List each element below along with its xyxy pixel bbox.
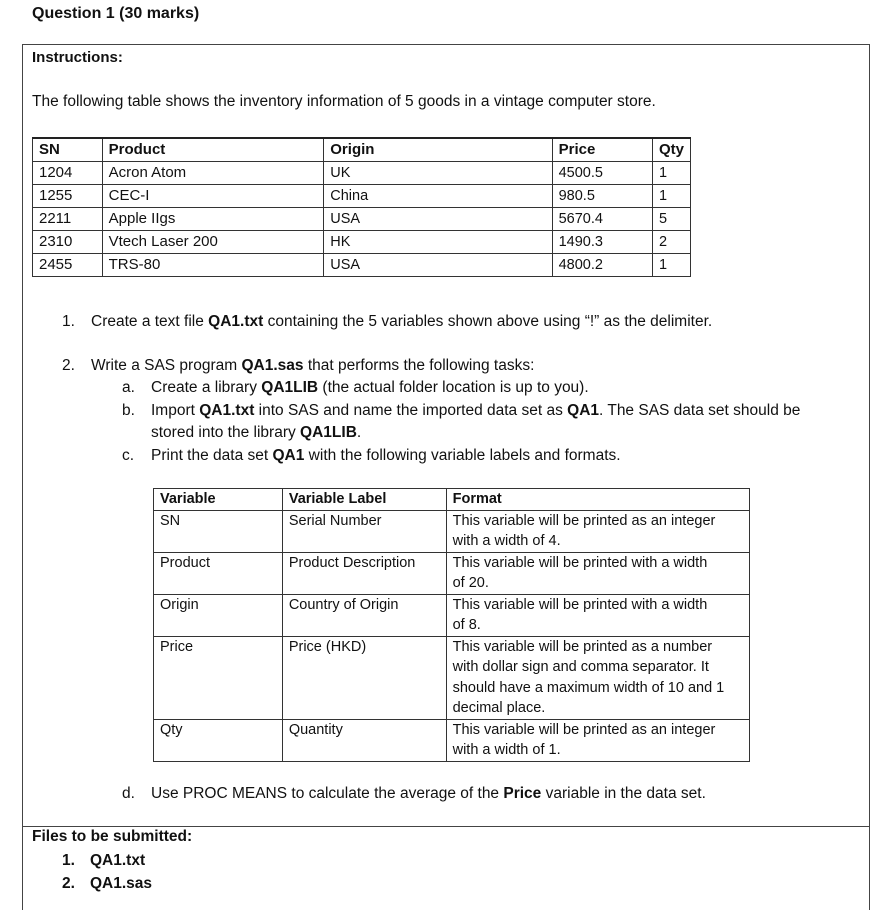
task-1-text: Create a text file QA1.txt containing the 5 variables shown above using “!” as the delimiter. [91, 313, 713, 330]
table-row [154, 636, 750, 719]
inventory-table [32, 137, 691, 277]
intro-text: The following table shows the inventory information of 5 goods in a vintage computer store. [32, 93, 656, 110]
table-row [33, 207, 691, 230]
cell-qty: 1 [652, 161, 690, 184]
section-divider [22, 826, 870, 827]
files-list [62, 850, 152, 895]
cell-sn: 1255 [33, 184, 103, 207]
header-price: Price [552, 138, 652, 161]
table-row [33, 230, 691, 253]
cell-label: Serial Number [282, 510, 446, 552]
task-2 [62, 355, 535, 377]
cell-price: 5670.4 [552, 207, 652, 230]
cell-price: 980.5 [552, 184, 652, 207]
subtask-c [122, 445, 621, 467]
cell-origin: USA [324, 253, 552, 276]
cell-product: TRS-80 [102, 253, 324, 276]
header-product: Product [102, 138, 324, 161]
cell-qty: 2 [652, 230, 690, 253]
cell-format: This variable will be printed as a number with dollar sign and comma separator. It should have a maximum width of 10 and 1 decimal place. [446, 636, 749, 719]
cell-product: Apple IIgs [102, 207, 324, 230]
table-row [154, 552, 750, 594]
instructions-heading: Instructions: [32, 49, 123, 66]
cell-sn: 2211 [33, 207, 103, 230]
cell-format: This variable will be printed with a width of 8. [446, 594, 749, 636]
table-row [154, 719, 750, 761]
cell-qty: 1 [652, 184, 690, 207]
format-table [153, 488, 750, 762]
subtask-b [122, 400, 801, 441]
subtask-b-letter: b. [122, 402, 135, 419]
table-row [33, 184, 691, 207]
cell-label: Product Description [282, 552, 446, 594]
task-2-text: Write a SAS program QA1.sas that performs the following tasks: [91, 357, 535, 374]
table-row [33, 253, 691, 276]
files-title: Files to be submitted: [32, 828, 193, 845]
header-format: Format [446, 489, 749, 511]
subtask-b-text-line2: stored into the library QA1LIB. [151, 424, 362, 441]
list-item: 1. QA1.txt [62, 852, 146, 869]
cell-price: 4800.2 [552, 253, 652, 276]
header-origin: Origin [324, 138, 552, 161]
cell-format: This variable will be printed as an integer with a width of 4. [446, 510, 749, 552]
task-1-number: 1. [62, 313, 75, 330]
subtask-a-letter: a. [122, 379, 135, 396]
subtask-d [122, 783, 706, 805]
cell-sn: 2310 [33, 230, 103, 253]
table-row [33, 161, 691, 184]
task-2-number: 2. [62, 357, 75, 374]
header-variable-label: Variable Label [282, 489, 446, 511]
cell-origin: HK [324, 230, 552, 253]
cell-variable: SN [154, 510, 283, 552]
cell-label: Quantity [282, 719, 446, 761]
subtask-d-text: Use PROC MEANS to calculate the average of the Price variable in the data set. [151, 785, 706, 802]
cell-price: 1490.3 [552, 230, 652, 253]
cell-qty: 1 [652, 253, 690, 276]
cell-origin: China [324, 184, 552, 207]
cell-qty: 5 [652, 207, 690, 230]
cell-label: Price (HKD) [282, 636, 446, 719]
subtask-a [122, 377, 589, 399]
subtask-d-letter: d. [122, 785, 135, 802]
table-row [154, 510, 750, 552]
cell-variable: Price [154, 636, 283, 719]
cell-variable: Origin [154, 594, 283, 636]
subtask-c-text: Print the data set QA1 with the following variable labels and formats. [151, 447, 621, 464]
subtask-b-text: Import QA1.txt into SAS and name the imported data set as QA1. The SAS data set should be [151, 402, 801, 419]
cell-label: Country of Origin [282, 594, 446, 636]
cell-variable: Product [154, 552, 283, 594]
inventory-header-row [33, 138, 691, 161]
list-item: 2. QA1.sas [62, 874, 153, 892]
subtask-a-text: Create a library QA1LIB (the actual folder location is up to you). [151, 379, 589, 396]
cell-variable: Qty [154, 719, 283, 761]
cell-product: Vtech Laser 200 [102, 230, 324, 253]
header-variable: Variable [154, 489, 283, 511]
format-header-row [154, 489, 750, 511]
header-qty: Qty [652, 138, 690, 161]
cell-price: 4500.5 [552, 161, 652, 184]
cell-format: This variable will be printed with a width of 20. [446, 552, 749, 594]
cell-product: CEC-I [102, 184, 324, 207]
cell-sn: 1204 [33, 161, 103, 184]
cell-product: Acron Atom [102, 161, 324, 184]
cell-origin: USA [324, 207, 552, 230]
cell-format: This variable will be printed as an integer with a width of 1. [446, 719, 749, 761]
cell-sn: 2455 [33, 253, 103, 276]
question-title: Question 1 (30 marks) [32, 5, 200, 22]
header-sn: SN [33, 138, 103, 161]
cell-origin: UK [324, 161, 552, 184]
subtask-c-letter: c. [122, 447, 135, 464]
table-row [154, 594, 750, 636]
task-1 [62, 311, 713, 333]
